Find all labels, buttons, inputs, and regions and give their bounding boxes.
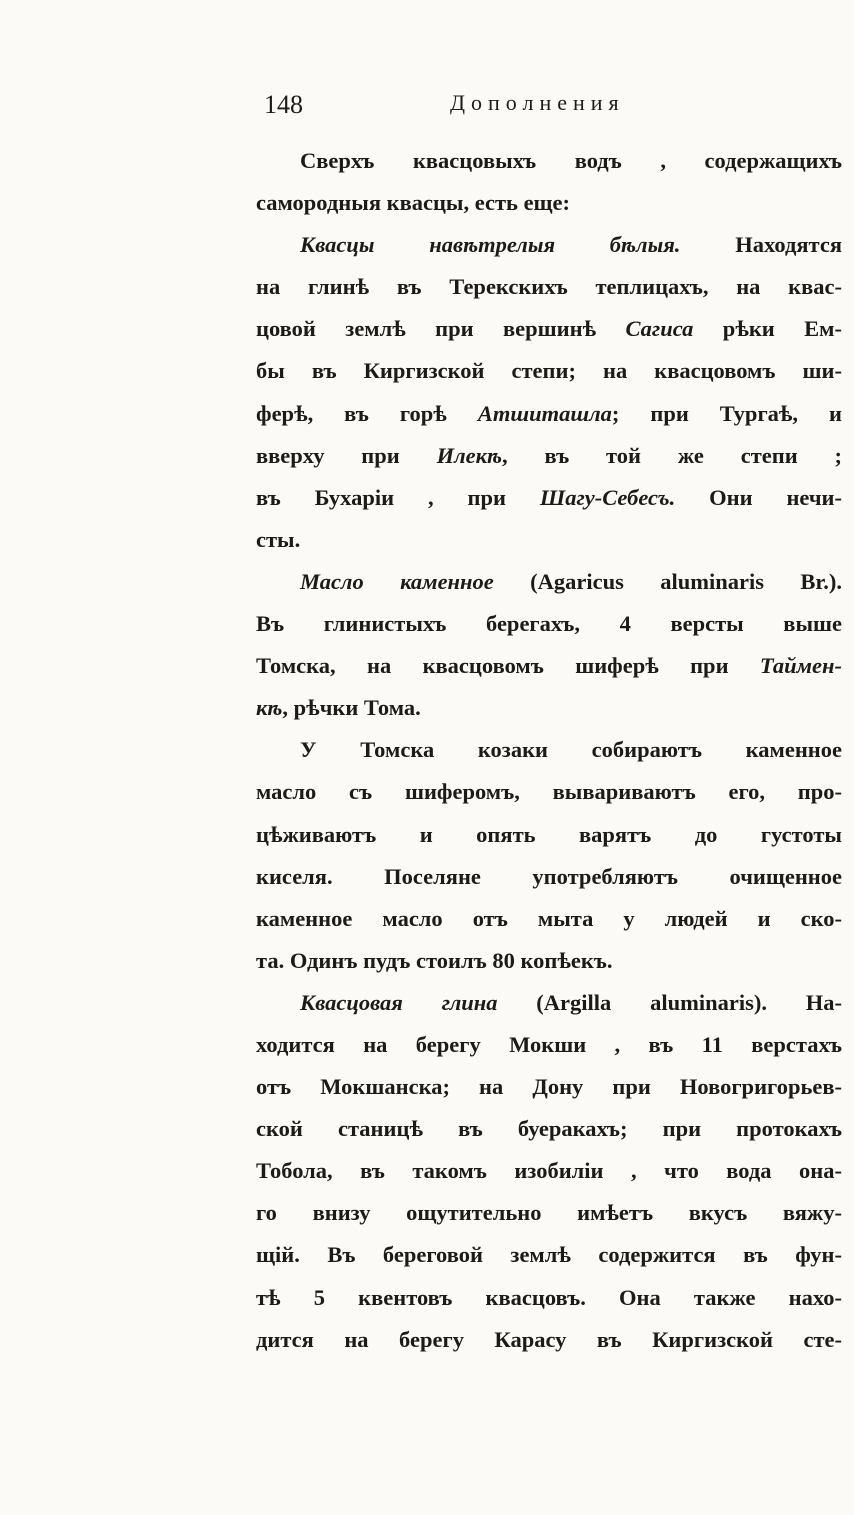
text-segment: (Argilla aluminaris). На- (497, 989, 842, 1015)
text-line (256, 898, 842, 940)
text-segment: та. Одинъ пудъ стоилъ 80 копѣекъ. (256, 947, 613, 973)
text-line (256, 561, 842, 603)
text-segment: У Томска козаки собираютъ каменное (300, 737, 842, 763)
text-line (256, 140, 842, 182)
text-line (256, 224, 842, 266)
text-line (256, 477, 842, 519)
text-segment: Они нечи- (675, 484, 842, 510)
text-segment: го внизу ощутительно имѣетъ вкусъ вяжу- (256, 1200, 842, 1226)
italic-term: Таймен- (759, 653, 842, 679)
text-line (256, 982, 842, 1024)
italic-term: Масло каменное (300, 568, 494, 594)
italic-term: Илекѣ (436, 442, 503, 468)
text-segment: тѣ 5 квентовъ квасцовъ. Она также нахо- (256, 1284, 842, 1310)
text-segment: ходится на берегу Мокши , въ 11 верстахъ (256, 1031, 842, 1057)
text-segment: (Agaricus aluminaris Br.). (493, 568, 842, 594)
text-segment: на глинѣ въ Терекскихъ теплицахъ, на квас- (256, 274, 842, 300)
text-segment: вверху при (256, 442, 437, 468)
italic-term: Сагиса (625, 316, 694, 342)
text-segment: масло съ шиферомъ, вывариваютъ его, про- (256, 779, 842, 805)
text-segment: въ Бухаріи , при (256, 484, 540, 510)
text-line (256, 729, 842, 771)
italic-term: Шагу-Себесъ. (539, 484, 676, 510)
page-header (264, 90, 674, 130)
text-segment: самородныя квасцы, есть еще: (256, 190, 571, 216)
text-segment: Сверхъ квасцовыхъ водъ , содержащихъ (300, 148, 842, 173)
italic-term: кѣ (256, 695, 283, 721)
running-title: Дополнения (450, 90, 625, 115)
text-segment: ской станицѣ въ буеракахъ; при протокахъ (256, 1116, 842, 1142)
text-line (256, 1277, 842, 1319)
text-segment: ферѣ, въ горѣ (256, 400, 478, 426)
text-line (256, 182, 842, 224)
text-line (256, 1150, 842, 1192)
page-number: 148 (264, 90, 303, 119)
text-segment: цовой землѣ при вершинѣ (256, 316, 626, 342)
text-line (256, 266, 842, 308)
text-segment: ; при Тургаѣ, и (611, 400, 842, 426)
text-segment: , рѣчки Тома. (282, 695, 421, 721)
text-line (256, 350, 842, 392)
text-segment: дится на берегу Карасу въ Киргизской сте- (256, 1326, 842, 1352)
italic-term: Квасцы навѣтрелыя бѣлыя. (300, 232, 681, 258)
text-line (256, 814, 842, 856)
text-segment: Томска, на квасцовомъ шиферѣ при (256, 653, 760, 679)
text-line (256, 435, 842, 477)
text-segment: Тобола, въ такомъ изобиліи , что вода она- (256, 1158, 842, 1184)
text-line (256, 1319, 842, 1361)
text-segment: щій. Въ береговой землѣ содержится въ фун- (256, 1242, 842, 1268)
text-line (256, 1066, 842, 1108)
text-segment: отъ Мокшанска; на Дону при Новогригорьев- (256, 1074, 842, 1100)
text-segment: Находятся (680, 232, 842, 258)
text-line (256, 687, 842, 729)
text-line (256, 1024, 842, 1066)
text-line (256, 519, 842, 561)
text-line (256, 856, 842, 898)
text-segment: , въ той же степи ; (502, 442, 842, 468)
text-line (256, 603, 842, 645)
text-line (256, 1192, 842, 1234)
text-segment: рѣки Ем- (693, 316, 842, 342)
text-segment: киселя. Поселяне употребляютъ очищенное (256, 863, 842, 889)
text-body (256, 140, 842, 1361)
text-line (256, 940, 842, 982)
text-line (256, 393, 842, 435)
text-line (256, 1234, 842, 1276)
text-line (256, 1108, 842, 1150)
italic-term: Атшиташла (477, 400, 612, 426)
text-line (256, 645, 842, 687)
text-segment: цѣживаютъ и опять варятъ до густоты (256, 821, 842, 847)
italic-term: Квасцовая глина (300, 989, 498, 1015)
text-segment: каменное масло отъ мыта у людей и ско- (256, 905, 842, 931)
text-segment: сты. (256, 526, 301, 552)
text-segment: бы въ Киргизской степи; на квасцовомъ ши- (256, 358, 842, 384)
text-line (256, 308, 842, 350)
text-line (256, 771, 842, 813)
text-segment: Въ глинистыхъ берегахъ, 4 версты выше (256, 611, 842, 637)
